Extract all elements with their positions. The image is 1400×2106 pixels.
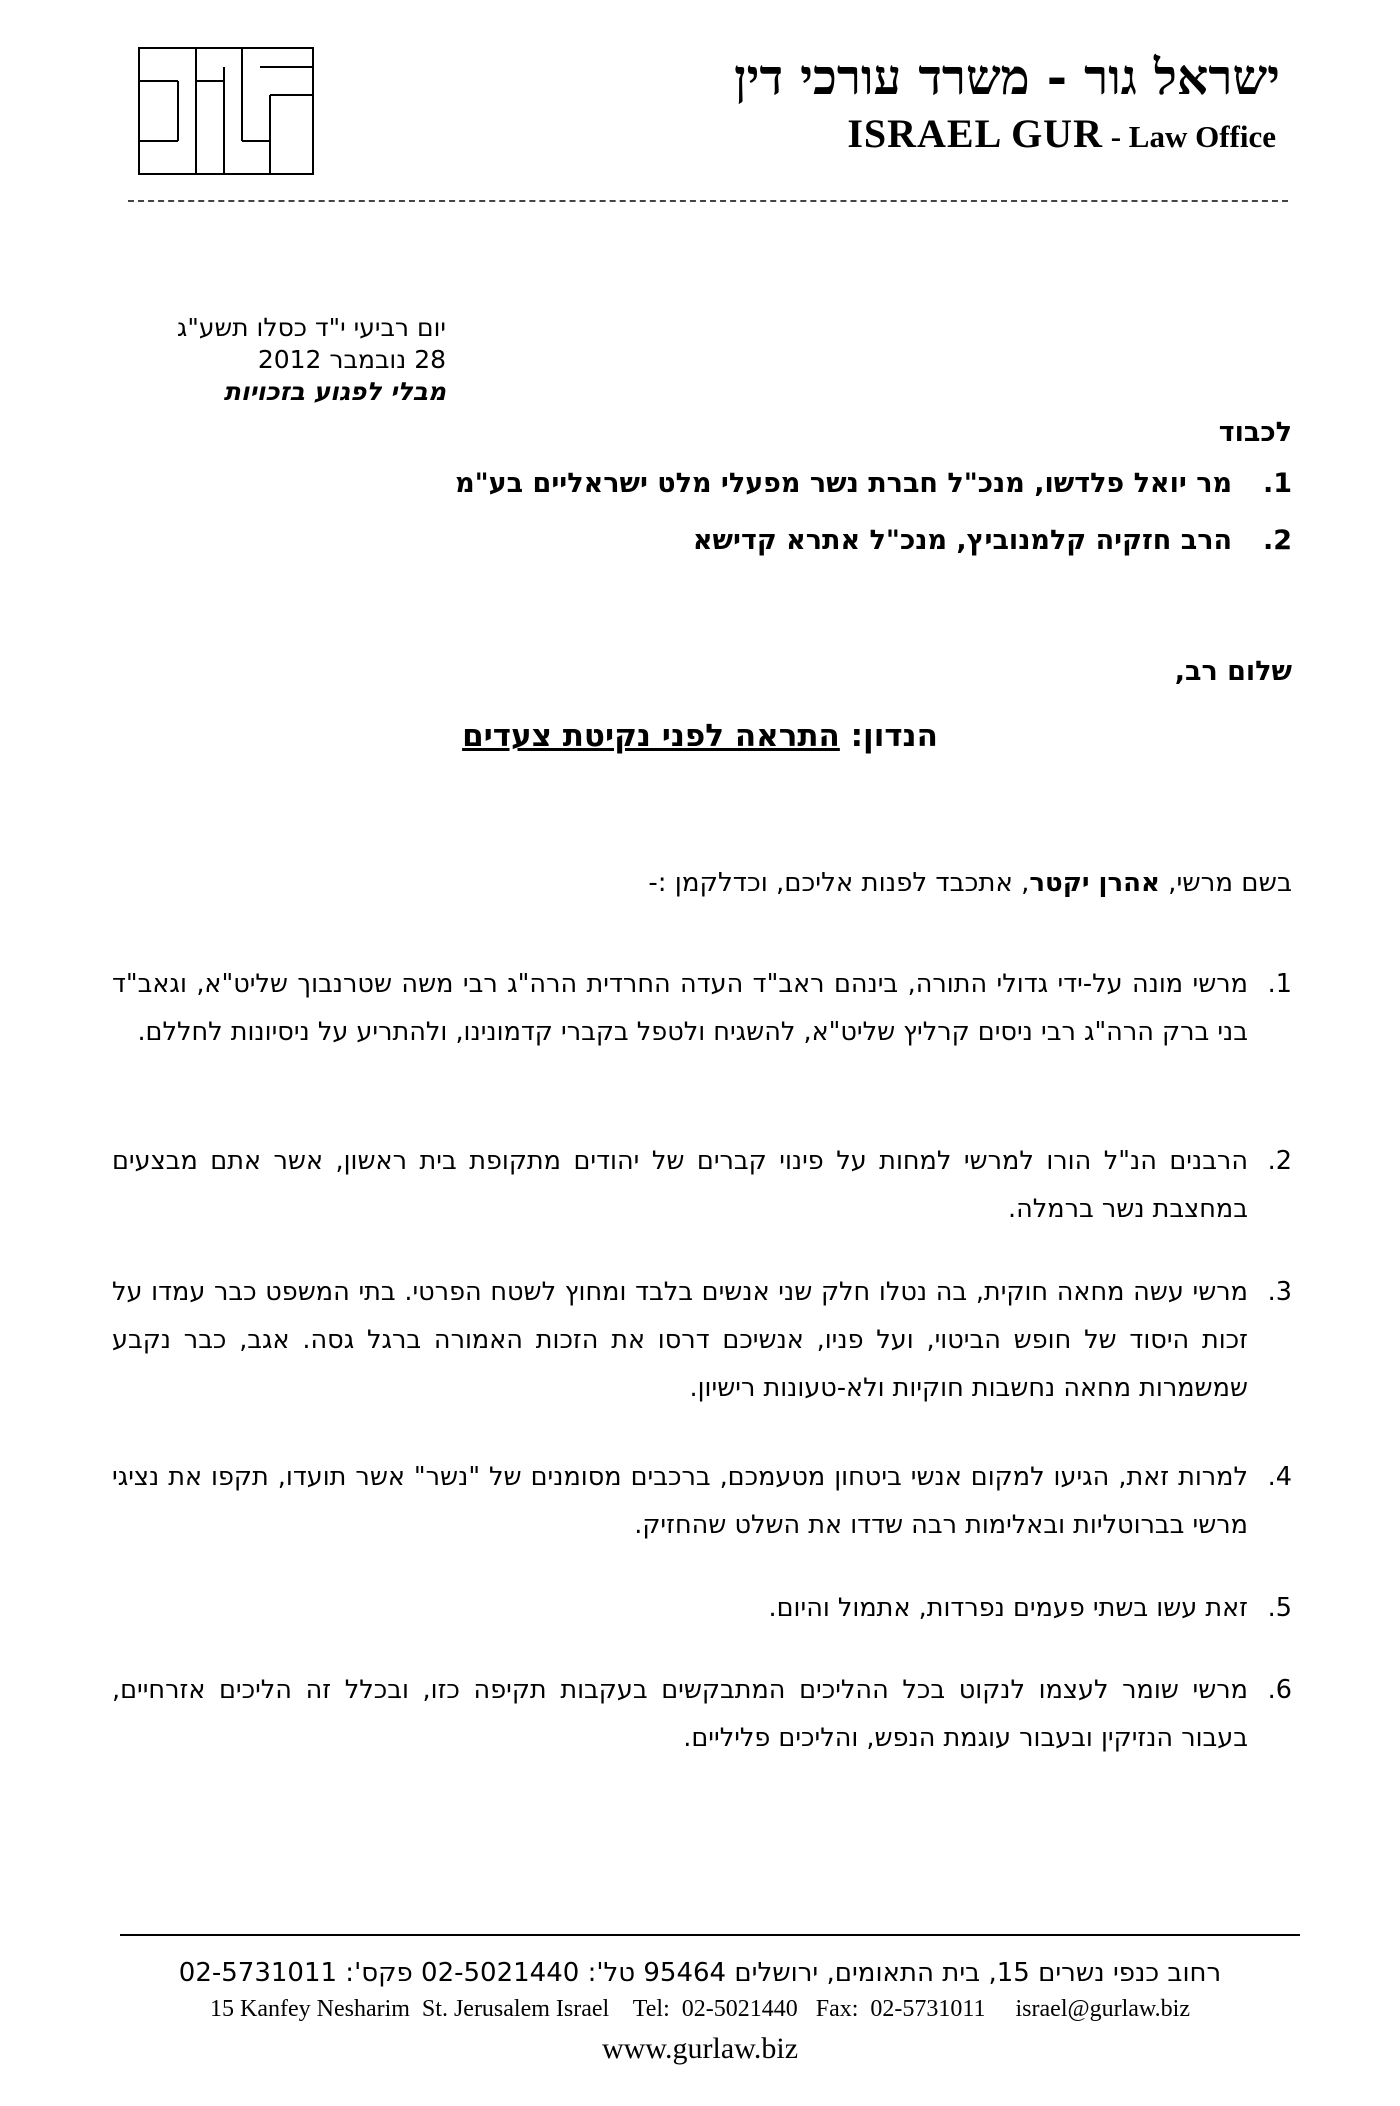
footer-website-link[interactable]: www.gurlaw.biz — [601, 2032, 799, 2065]
paragraph-4 — [112, 1453, 1292, 1549]
english-office-name: ISRAEL GUR — [847, 111, 1103, 156]
intro-after: , אתכבד לפנות אליכם, וכדלקמן :- — [648, 868, 1030, 898]
paragraph-number: 3. — [1267, 1277, 1292, 1307]
paragraph-number: 1. — [1267, 969, 1292, 999]
paragraph-5 — [112, 1584, 1292, 1632]
english-office-suffix: Law Office — [1128, 119, 1276, 154]
paragraph-3 — [112, 1268, 1292, 1412]
paragraph-1 — [112, 960, 1292, 1056]
paragraph-6 — [112, 1666, 1292, 1762]
law-office-logo-icon — [138, 47, 314, 175]
intro-before: בשם מרשי, — [1159, 868, 1292, 898]
gregorian-date: 28 נובמבר 2012 — [257, 345, 446, 374]
paragraph-text: מרשי שומר לעצמו לנקוט בכל ההליכים המתבקשים בעקבות תקיפה כזו, ובכלל זה הליכים אזרחיים, בעבור הנזיקין ובעבור עוגמת הנפש, והליכים פליליים. — [112, 1675, 1248, 1753]
greeting: שלום רב, — [1174, 656, 1292, 687]
paragraph-text: למרות זאת, הגיעו למקום אנשי ביטחון מטעמכם, ברכבים מסומנים של "נשר" אשר תועדו, תקפו את נציגי מרשי בברוטליות ובאלימות רבה שדדו את השלט שהחזיק. — [112, 1462, 1248, 1540]
paragraph-2 — [112, 1137, 1292, 1233]
paragraph-number: 4. — [1267, 1462, 1292, 1492]
date-block — [126, 312, 446, 408]
hebrew-date: יום רביעי י"ד כסלו תשע"ג — [177, 313, 446, 342]
recipient-number: 1. — [1262, 468, 1292, 499]
header-divider — [128, 200, 1288, 202]
hebrew-office-title: ישראל גור - משרד עורכי דין — [734, 48, 1280, 106]
recipient-1 — [292, 468, 1292, 499]
subject-line — [0, 718, 1400, 754]
paragraph-number: 6. — [1267, 1675, 1292, 1705]
paragraph-text: מרשי עשה מחאה חוקית, בה נטלו חלק שני אנשים בלבד ומחוץ לשטח הפרטי. בתי המשפט כבר עמדו על זכות היסוד של חופש הביטוי, ועל פניו, אנשיכם דרסו את הזכות האמורה ברגל גסה. אגב, כבר נקבע שמשמרות מחאה נחשבות חוקיות ולא-טעונות רישיון. — [112, 1277, 1248, 1403]
english-office-title — [847, 110, 1276, 157]
recipient-text: הרב חזקיה קלמנוביץ, מנכ"ל אתרא קדישא — [692, 525, 1232, 556]
footer-hebrew-address: רחוב כנפי נשרים 15, בית התאומים, ירושלים 95464 טל': 02-5021440 פקס': 02-5731011 — [178, 1958, 1222, 1988]
english-title-separator: - — [1102, 119, 1129, 154]
footer-divider — [120, 1934, 1300, 1936]
paragraph-number: 2. — [1267, 1146, 1292, 1176]
paragraph-number: 5. — [1267, 1593, 1292, 1623]
recipient-text: מר יואל פלדשו, מנכ"ל חברת נשר מפעלי מלט ישראליים בע"מ — [455, 468, 1232, 499]
subject-label: הנדון: — [850, 718, 938, 754]
paragraph-text: מרשי מונה על-ידי גדולי התורה, בינהם ראב"ד העדה החרדית הרה"ג רבי משה שטרנבוך שליט"א, וגאב"ד בני ברק הרה"ג רבי ניסים קרליץ שליט"א, להשגיח ולטפל בקברי קדמונינו, ולהתריע על ניסיונות לחללם. — [112, 969, 1248, 1047]
footer-english-address: 15 Kanfey Nesharim St. Jerusalem Israel Tel: 02-5021440 Fax: 02-5731011 israel@gurlaw.biz — [210, 1996, 1190, 2022]
recipient-number: 2. — [1262, 525, 1292, 556]
client-name: אהרן יקטר — [1029, 868, 1160, 898]
intro-line — [112, 868, 1292, 898]
without-prejudice-note: מבלי לפגוע בזכויות — [223, 377, 446, 406]
subject-text: התראה לפני נקיטת צעדים — [462, 718, 840, 754]
addressee-label: לכבוד — [1218, 417, 1292, 448]
paragraph-text: זאת עשו בשתי פעמים נפרדות, אתמול והיום. — [768, 1593, 1248, 1623]
recipient-2 — [292, 525, 1292, 556]
paragraph-text: הרבנים הנ"ל הורו למרשי למחות על פינוי קברים של יהודים מתקופת בית ראשון, אשר אתם מבצעים במחצבת נשר ברמלה. — [112, 1146, 1248, 1224]
